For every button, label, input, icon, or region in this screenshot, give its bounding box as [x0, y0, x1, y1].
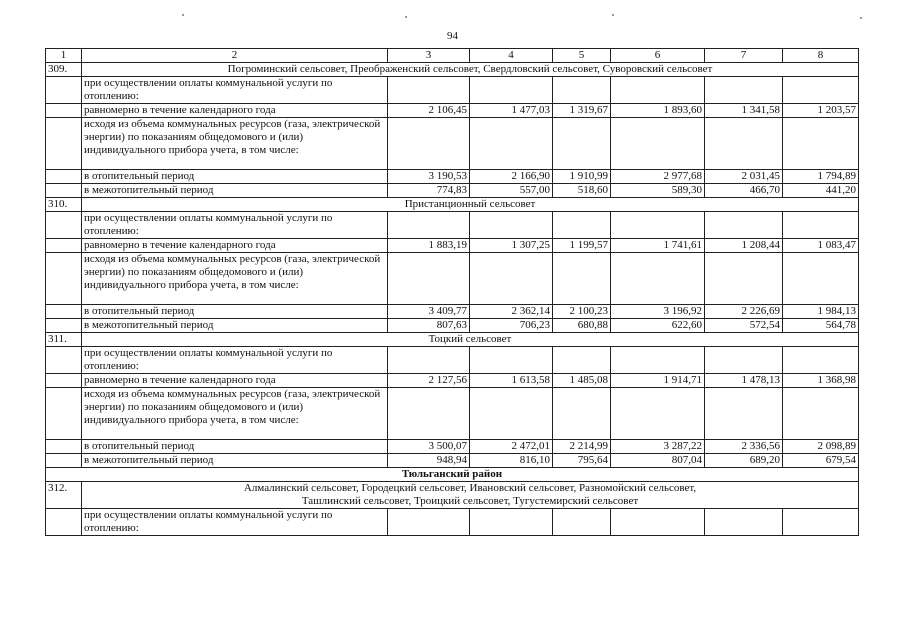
row-index-empty [46, 509, 82, 536]
value-cell-col-7: 2 226,69 [705, 305, 783, 319]
value-cell-col-3 [388, 347, 470, 374]
row-label: при осуществлении оплаты коммунальной услуги по отоплению: [82, 347, 388, 374]
row-label: исходя из объема коммунальных ресурсов (газа, электрической энергии) по показаниям общедомового и (или) индивидуального прибора учета, в том числе: [82, 118, 388, 170]
row-index: 311. [46, 333, 82, 347]
value-cell-col-5: 1 485,08 [553, 374, 611, 388]
value-cell-col-4: 2 472,01 [470, 440, 553, 454]
value-cell-col-7 [705, 509, 783, 536]
row-label: равномерно в течение календарного года [82, 374, 388, 388]
column-header-4: 4 [470, 49, 553, 63]
table-row [46, 77, 859, 104]
block-title-row [46, 63, 859, 77]
value-cell-col-8 [783, 388, 859, 440]
row-index-empty [46, 319, 82, 333]
value-cell-col-5: 680,88 [553, 319, 611, 333]
value-cell-col-3: 1 883,19 [388, 239, 470, 253]
value-cell-col-7 [705, 212, 783, 239]
value-cell-col-8: 679,54 [783, 454, 859, 468]
value-cell-col-4 [470, 388, 553, 440]
table-row [46, 253, 859, 305]
row-index-empty [46, 454, 82, 468]
value-cell-col-7: 572,54 [705, 319, 783, 333]
value-cell-col-3: 2 127,56 [388, 374, 470, 388]
row-label: исходя из объема коммунальных ресурсов (газа, электрической энергии) по показаниям общедомового и (или) индивидуального прибора учета, в том числе: [82, 388, 388, 440]
value-cell-col-6 [611, 253, 705, 305]
block-title: Погроминский сельсовет, Преображенский сельсовет, Свердловский сельсовет, Суворовский сельсовет [82, 63, 859, 77]
row-index: 310. [46, 198, 82, 212]
column-header-3: 3 [388, 49, 470, 63]
page-number: 94 [447, 30, 458, 42]
value-cell-col-4 [470, 77, 553, 104]
value-cell-col-8: 1 083,47 [783, 239, 859, 253]
value-cell-col-5 [553, 77, 611, 104]
value-cell-col-4: 2 362,14 [470, 305, 553, 319]
table-row [46, 239, 859, 253]
value-cell-col-7: 2 336,56 [705, 440, 783, 454]
column-header-row [46, 49, 859, 63]
row-index-empty [46, 347, 82, 374]
row-label: в отопительный период [82, 305, 388, 319]
value-cell-col-7 [705, 388, 783, 440]
value-cell-col-3: 3 190,53 [388, 170, 470, 184]
value-cell-col-4: 2 166,90 [470, 170, 553, 184]
value-cell-col-3: 3 409,77 [388, 305, 470, 319]
value-cell-col-5: 2 100,23 [553, 305, 611, 319]
value-cell-col-8 [783, 118, 859, 170]
table-row [46, 118, 859, 170]
value-cell-col-8 [783, 253, 859, 305]
value-cell-col-6: 1 914,71 [611, 374, 705, 388]
value-cell-col-4 [470, 509, 553, 536]
value-cell-col-7: 2 031,45 [705, 170, 783, 184]
value-cell-col-4 [470, 212, 553, 239]
scan-speck [612, 14, 614, 16]
value-cell-col-8 [783, 77, 859, 104]
column-header-8: 8 [783, 49, 859, 63]
table-body [46, 49, 859, 536]
table-row [46, 454, 859, 468]
value-cell-col-7 [705, 77, 783, 104]
value-cell-col-7: 1 478,13 [705, 374, 783, 388]
value-cell-col-8: 1 368,98 [783, 374, 859, 388]
column-header-5: 5 [553, 49, 611, 63]
row-label: в отопительный период [82, 170, 388, 184]
value-cell-col-6: 622,60 [611, 319, 705, 333]
table-row [46, 184, 859, 198]
value-cell-col-5: 1 199,57 [553, 239, 611, 253]
value-cell-col-3: 807,63 [388, 319, 470, 333]
table-row [46, 319, 859, 333]
value-cell-col-6 [611, 212, 705, 239]
row-label: в отопительный период [82, 440, 388, 454]
table-row [46, 509, 859, 536]
scan-speck [182, 14, 184, 16]
district-heading-row [46, 468, 859, 482]
value-cell-col-7 [705, 347, 783, 374]
column-header-1: 1 [46, 49, 82, 63]
value-cell-col-4 [470, 118, 553, 170]
row-index-empty [46, 440, 82, 454]
row-index-empty [46, 77, 82, 104]
block-title-row [46, 198, 859, 212]
value-cell-col-8: 1 203,57 [783, 104, 859, 118]
value-cell-col-5: 2 214,99 [553, 440, 611, 454]
value-cell-col-6: 3 287,22 [611, 440, 705, 454]
value-cell-col-3: 948,94 [388, 454, 470, 468]
value-cell-col-3 [388, 253, 470, 305]
row-index: 309. [46, 63, 82, 77]
row-index-empty [46, 239, 82, 253]
value-cell-col-6: 807,04 [611, 454, 705, 468]
block-title: Пристанционный сельсовет [82, 198, 859, 212]
value-cell-col-3: 774,83 [388, 184, 470, 198]
scan-speck [405, 16, 407, 18]
scan-speck [860, 17, 862, 19]
value-cell-col-4: 816,10 [470, 454, 553, 468]
table-row [46, 305, 859, 319]
row-index-empty [46, 305, 82, 319]
row-index-empty [46, 374, 82, 388]
value-cell-col-3 [388, 77, 470, 104]
value-cell-col-3: 2 106,45 [388, 104, 470, 118]
value-cell-col-8 [783, 347, 859, 374]
value-cell-col-4 [470, 347, 553, 374]
table-row [46, 388, 859, 440]
row-label: в межотопительный период [82, 319, 388, 333]
column-header-2: 2 [82, 49, 388, 63]
value-cell-col-6 [611, 118, 705, 170]
value-cell-col-6 [611, 509, 705, 536]
value-cell-col-8: 1 984,13 [783, 305, 859, 319]
value-cell-col-5 [553, 212, 611, 239]
row-index-empty [46, 253, 82, 305]
value-cell-col-5: 1 319,67 [553, 104, 611, 118]
district-heading: Тюльганский район [46, 468, 859, 482]
row-index-empty [46, 184, 82, 198]
value-cell-col-6: 1 741,61 [611, 239, 705, 253]
value-cell-col-6 [611, 347, 705, 374]
value-cell-col-8: 1 794,89 [783, 170, 859, 184]
value-cell-col-6 [611, 388, 705, 440]
table-row [46, 374, 859, 388]
value-cell-col-4: 1 477,03 [470, 104, 553, 118]
value-cell-col-8: 2 098,89 [783, 440, 859, 454]
block-title-row [46, 482, 859, 509]
value-cell-col-6 [611, 77, 705, 104]
column-header-6: 6 [611, 49, 705, 63]
row-label: равномерно в течение календарного года [82, 239, 388, 253]
value-cell-col-4: 1 307,25 [470, 239, 553, 253]
value-cell-col-5 [553, 253, 611, 305]
value-cell-col-7: 466,70 [705, 184, 783, 198]
table-row [46, 440, 859, 454]
row-label: при осуществлении оплаты коммунальной услуги по отоплению: [82, 77, 388, 104]
value-cell-col-5 [553, 509, 611, 536]
value-cell-col-8: 441,20 [783, 184, 859, 198]
value-cell-col-5 [553, 347, 611, 374]
value-cell-col-5 [553, 118, 611, 170]
row-label: исходя из объема коммунальных ресурсов (газа, электрической энергии) по показаниям общедомового и (или) индивидуального прибора учета, в том числе: [82, 253, 388, 305]
block-title [82, 482, 859, 509]
value-cell-col-8 [783, 509, 859, 536]
block-title: Тоцкий сельсовет [82, 333, 859, 347]
block-title-line-2: Ташлинский сельсовет, Троицкий сельсовет, Тугустемирский сельсовет [301, 495, 639, 507]
row-index: 312. [46, 482, 82, 509]
block-title-row [46, 333, 859, 347]
value-cell-col-6: 589,30 [611, 184, 705, 198]
value-cell-col-3 [388, 212, 470, 239]
value-cell-col-5: 795,64 [553, 454, 611, 468]
row-label: в межотопительный период [82, 454, 388, 468]
value-cell-col-3 [388, 118, 470, 170]
row-index-empty [46, 118, 82, 170]
value-cell-col-4: 706,23 [470, 319, 553, 333]
value-cell-col-6: 3 196,92 [611, 305, 705, 319]
column-header-7: 7 [705, 49, 783, 63]
tariff-table [45, 48, 859, 536]
value-cell-col-3 [388, 388, 470, 440]
value-cell-col-7 [705, 118, 783, 170]
block-title-line-1: Алмалинский сельсовет, Городецкий сельсовет, Ивановский сельсовет, Разномойский сельсовет, [243, 482, 697, 494]
value-cell-col-3 [388, 509, 470, 536]
value-cell-col-7 [705, 253, 783, 305]
value-cell-col-4: 1 613,58 [470, 374, 553, 388]
value-cell-col-7: 1 341,58 [705, 104, 783, 118]
value-cell-col-4: 557,00 [470, 184, 553, 198]
table-row [46, 104, 859, 118]
value-cell-col-5: 518,60 [553, 184, 611, 198]
value-cell-col-5 [553, 388, 611, 440]
row-label: равномерно в течение календарного года [82, 104, 388, 118]
row-label: при осуществлении оплаты коммунальной услуги по отоплению: [82, 212, 388, 239]
table-row [46, 170, 859, 184]
value-cell-col-5: 1 910,99 [553, 170, 611, 184]
table-row [46, 212, 859, 239]
value-cell-col-7: 689,20 [705, 454, 783, 468]
row-label: в межотопительный период [82, 184, 388, 198]
value-cell-col-8 [783, 212, 859, 239]
value-cell-col-7: 1 208,44 [705, 239, 783, 253]
value-cell-col-6: 1 893,60 [611, 104, 705, 118]
row-index-empty [46, 212, 82, 239]
value-cell-col-3: 3 500,07 [388, 440, 470, 454]
row-index-empty [46, 170, 82, 184]
value-cell-col-8: 564,78 [783, 319, 859, 333]
table-row [46, 347, 859, 374]
value-cell-col-4 [470, 253, 553, 305]
row-index-empty [46, 388, 82, 440]
row-index-empty [46, 104, 82, 118]
value-cell-col-6: 2 977,68 [611, 170, 705, 184]
row-label: при осуществлении оплаты коммунальной услуги по отоплению: [82, 509, 388, 536]
